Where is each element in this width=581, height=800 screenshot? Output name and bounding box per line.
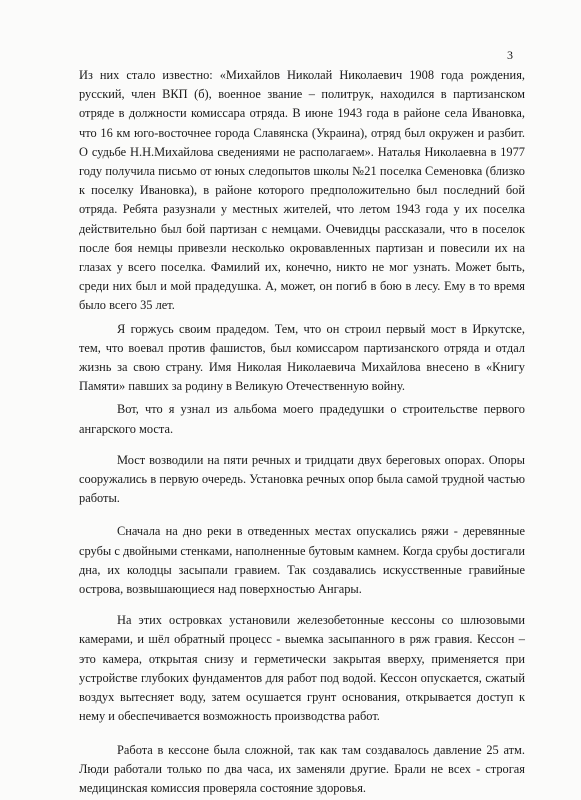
paragraph-7: Работа в кессоне была сложной, так как там создавалось давление 25 атм. Люди работали только по два часа, их заменяли другие. Брали не всех - строгая медицинская комиссия проверяла состояние здоровья. bbox=[79, 742, 525, 795]
page-number: 3 bbox=[507, 48, 513, 62]
document-body bbox=[79, 66, 525, 798]
paragraph-1: Из них стало известно: «Михайлов Николай Николаевич 1908 года рождения, русский, член ВКП (б), военное звание – политрук, находился в партизанском отряде в должности комиссара отряда. В июне 1943 года в районе села Ивановка, что 16 км юго-восточнее города Славянска (Украина), отряд был окружен и разбит. О судьбе Н.Н.Михайлова сведениями не располагаем». Наталья Николаевна в 1977 году получила письмо от юных следопытов школы №21 поселка Семеновка (близко к поселку Ивановка), в районе которого предположительно был последний бой отряда. Ребята разузнали у местных жителей, что летом 1943 года у их поселка действительно был бой партизан с немцами. Очевидцы рассказали, что в поселок после боя немцы привезли несколько окровавленных партизан и повесили их на глазах у всего поселка. Фамилий их, конечно, никто не мог узнать. Может быть, среди них был и мой прадедушка. А, может, он погиб в бою в лесу. Ему в то время было всего 35 лет. bbox=[79, 68, 525, 313]
paragraph-5: Сначала на дно реки в отведенных местах опускались ряжи - деревянные срубы с двойными стенками, наполненные бутовым камнем. Когда срубы достигали дна, их колодцы засыпали гравием. Так создавались искусственные гравийные острова, возвышающиеся над поверхностью Ангары. bbox=[79, 524, 525, 597]
paragraph-4: Мост возводили на пяти речных и тридцати двух береговых опорах. Опоры сооружались в первую очередь. Установка речных опор была самой трудной частью работы. bbox=[79, 452, 525, 506]
paragraph-3: Вот, что я узнал из альбома моего прадедушки о строительстве первого ангарского моста. bbox=[79, 402, 525, 436]
paragraph-2: Я горжусь своим прадедом. Тем, что он строил первый мост в Иркутске, тем, что воевал против фашистов, был комиссаром партизанского отряда и отдал жизнь за свою страну. Имя Николая Николаевича Михайлова внесено в «Книгу Памяти» павших за родину в Великую Отечественную войну. bbox=[79, 321, 525, 394]
paragraph-6: На этих островках установили железобетонные кессоны со шлюзовыми камерами, и шёл обратный процесс - выемка засыпанного в ряж гравия. Кессон – это камера, открытая снизу и герметически закрытая вверху, применяется при устройстве глубоких фундаментов для работ под водой. Кессон опускается, сжатый воздух вытесняет воду, затем осушается грунт основания, открывается доступ к нему и обеспечивается возможность производства работ. bbox=[79, 613, 525, 724]
